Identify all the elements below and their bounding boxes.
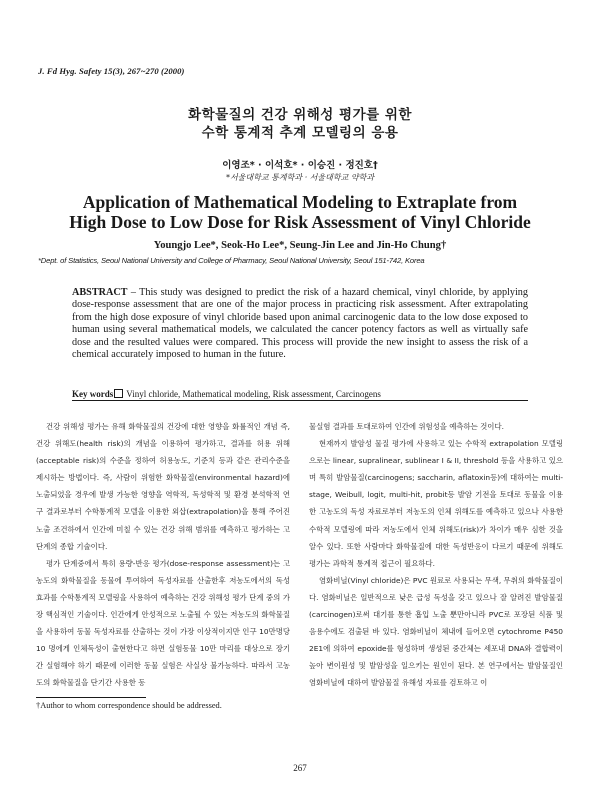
korean-title-line2: 수학 통계적 추계 모델링의 응용 — [201, 125, 399, 141]
square-bullet-icon — [114, 389, 123, 398]
english-authors: Youngjo Lee*, Seok-Ho Lee*, Seung-Jin Lee and Jin-Ho Chung† — [153, 240, 447, 251]
body-paragraph: 건강 위해성 평가는 유해 화학물질의 건강에 대한 영향을 화률적인 개념 즉, 건강 위해도(health risk)의 개념을 이용하여 평가하고, 결과를 허용 위해(acceptable risk)의 수준을 정하여 허용농도, 기준치 등과 같은 관리수준을 제시하는 방법이다. 즉, 사람이 위험한 화학물질(environmental hazard)에 노출되었을 경우에 발생 가능한 영향을 역학적, 독성학적 및 환경 분석학적 연구 결과로부터 수학통계적 모델을 이용한 외삽(extrapolation)을 통해 주어진 노출 조건하에서 인간에 미칠 수 있는 건강 위해 범위를 예측하고 평가하는 고단계의 종합 기술이다. — [36, 422, 290, 551]
footnote-divider — [36, 697, 146, 698]
korean-affiliation: *서울대학교 통계학과 · 서울대학교 약학과 — [225, 173, 375, 182]
korean-title-line1: 화학물질의 건강 위해성 평가를 위한 — [188, 107, 412, 123]
abstract-text: – This study was designed to predict the risk of a hazard chemical, vinyl chloride, by applying dose-response assessment that are one of the major process in practicing risk assessment. After extrapolating from the high dose exposure of vinyl chloride based upon animal carcinogenic data to the low dose exposed to human using several mathematical models, we calculated the cancer potency factors as well as virtually safe dose and the resulted values were compared. This process will provide the new insight to assess the risk of a chemical accurately imposed to human in the future. — [72, 287, 528, 361]
body-paragraph: 염화비닐(Vinyl chloride)은 PVC 원료로 사용되는 무색, 무취의 화학물질이다. 염화비닐은 일반적으로 낮은 급성 독성을 갖고 있으나 잘 알려진 발암물질(carcinogen)로써 대기를 통한 흡입 노출 뿐만아니라 PVC로 포장된 식품 및 음용수에도 검출된 바 있다. 염화비닐이 체내에 들어오면 cytochrome P450 2E1에 의하여 epoxide를 형성하며 생성된 중간체는 세포내 DNA와 결합력이 높아 변이원성 및 발암성을 일으키는 원인이 된다. 본 연구에서는 발암물질인 염화비닐에 대하여 발암물질 유해성 자료를 검토하고 이 — [309, 575, 564, 688]
body-paragraph: 현재까지 발암성 물질 평가에 사용하고 있는 수학적 extrapolation 모델링으로는 linear, supralinear, sublinear I & II, threshold 등을 사용하고 있으며 특히 발암물질(carcinogens; saccharin, aflatoxin등)에 대하여는 multi-stage, Weibull, logit, multi-hit, probit등 발암 기전을 토대로 동물을 이용한 고농도의 독성 자료로부터 저농도의 인체 위해도를 예측하고 있으나 사용한 수학적 모델링에 따라 저농도에서 인체 위해도(risk)가 차이가 매우 심한 것을 알수 있다. 또한 사람마다 화학물질에 대한 독성반응이 다르기 때문에 위해도 평가는 과학적 통계적 접근이 필요하다. — [309, 439, 563, 568]
journal-reference: J. Fd Hyg. Safety 15(3), 267~270 (2000) — [38, 66, 185, 76]
body-paragraph: 물실험 결과를 토대로하여 인간에 위험성을 예측하는 것이다. — [309, 422, 504, 431]
english-title-line2: High Dose to Low Dose for Risk Assessment of Vinyl Chloride — [69, 212, 531, 232]
abstract — [72, 287, 528, 361]
keywords-divider — [72, 400, 528, 401]
body-paragraph: 평가 단계중에서 특히 용량-반응 평가(dose-response assessment)는 고농도의 화학물질을 동물에 투여하여 독성자료를 산출한후 저농도에서의 독성 효과를 수학통계적 모델링을 사용하여 예측하는 건강 위해성 평가 단계 중의 가장 핵심적인 기술이다. 인간에게 안성적으로 노출될 수 있는 저농도의 화학물질을 사용하여 동물 독성자료를 산출하는 것이 가장 이상적이지만 인구 10만명당 10 명에게 인체독성이 출현한다고 하면 실험동물 10만 마리를 대상으로 장기간 실험해야 하기 때문에 이러한 동물 실험은 사실상 불가능하다. 따라서 고농도의 화학물질을 단기간 사용한 동 — [36, 558, 290, 688]
keywords — [72, 389, 381, 399]
korean-authors: 이영조* · 이석호* · 이승진 · 정진호† — [222, 160, 378, 171]
footnote: †Author to whom correspondence should be addressed. — [36, 701, 222, 710]
keywords-label: Key words — [72, 389, 114, 399]
keywords-text: Vinyl chloride, Mathematical modeling, Risk assessment, Carcinogens — [126, 389, 381, 399]
body-left-column — [36, 418, 290, 692]
abstract-label: ABSTRACT — [72, 287, 128, 298]
page-number: 267 — [293, 763, 307, 773]
body-right-column — [309, 418, 563, 692]
english-affiliation: *Dept. of Statistics, Seoul National University and College of Pharmacy, Seoul National University, Seoul 151-742, Korea — [38, 256, 425, 265]
english-title-line1: Application of Mathematical Modeling to Extraplate from — [82, 192, 518, 212]
